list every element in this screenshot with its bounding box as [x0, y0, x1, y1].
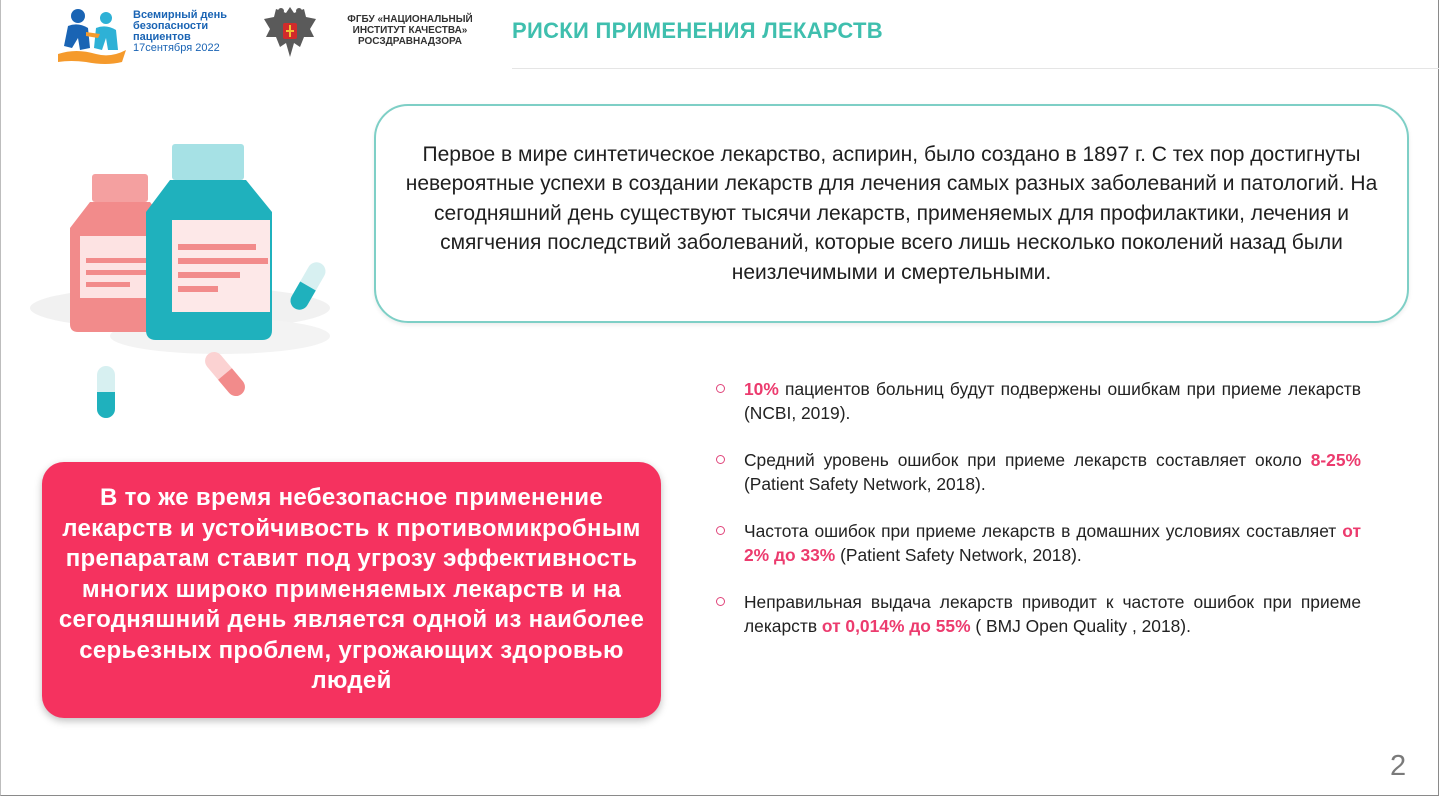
bullet-text-post: (Patient Safety Network, 2018). — [835, 545, 1082, 565]
bullet-circle-icon — [716, 597, 725, 606]
warning-callout-box — [42, 462, 661, 718]
patients-figures-icon — [56, 4, 136, 66]
statistics-list — [716, 377, 1361, 661]
list-item — [716, 519, 1361, 567]
medicine-bottles-illustration — [30, 140, 350, 430]
organization-name — [334, 14, 486, 47]
teal-bottle-icon — [146, 144, 272, 340]
intro-text-box — [374, 104, 1409, 323]
warning-text: В то же время небезопасное применение лекарств и устойчивость к противомикробным препаратам ставит под угрозу эффективность многих широко применяемых лекарств и на сегодняшний день является одной из наиболее серьезных проблем, угрожающих здоровью людей — [58, 484, 645, 695]
bullet-circle-icon — [716, 526, 725, 535]
title-divider — [512, 68, 1439, 69]
org-line-3: РОСЗДРАВНАДЗОРА — [357, 36, 462, 47]
slide-title: РИСКИ ПРИМЕНЕНИЯ ЛЕКАРСТВ — [512, 18, 883, 43]
list-item — [716, 448, 1361, 496]
bullet-text-post: пациентов больниц будут подвержены ошибкам при приеме лекарств (NCBI, 2019). — [744, 379, 1361, 423]
teal-capsule-small-icon — [97, 366, 115, 418]
intro-text: Первое в мире синтетическое лекарство, аспирин, было создано в 1897 г. С тех пор достигнуты невероятные успехи в создании лекарств для лечения самых разных заболеваний и патологий. На сегодняшний день существуют тысячи лекарств, применяемых для профилактики, лечения и смягчения последствий заболеваний, которые всего лишь несколько поколений назад были неизлечимыми и смертельными. — [405, 142, 1378, 284]
page-number: 2 — [1390, 750, 1407, 782]
patient-safety-day-caption — [133, 10, 227, 54]
org-line-1: ФГБУ «НАЦИОНАЛЬНЫЙ — [347, 14, 473, 25]
logo-date: 17сентября 2022 — [133, 42, 220, 54]
bullet-highlight: от 2% до 33% — [744, 521, 1361, 565]
bullet-circle-icon — [716, 455, 725, 464]
bullet-circle-icon — [716, 384, 725, 393]
list-item — [716, 590, 1361, 638]
bullet-text-post: ( BMJ Open Quality , 2018). — [970, 616, 1191, 636]
bullet-text-pre: Частота ошибок при приеме лекарств в домашних условиях составляет — [744, 521, 1343, 541]
bullet-text-pre: Неправильная выдача лекарств приводит к частоте ошибок при приеме лекарств — [744, 592, 1361, 636]
logo-line-1: Всемирный день — [133, 9, 228, 21]
double-headed-eagle-emblem-icon — [260, 3, 320, 61]
logo-line-2: безопасности — [133, 20, 209, 32]
bullet-highlight: от 0,014% до 55% — [821, 616, 971, 636]
org-line-2: ИНСТИТУТ КАЧЕСТВА» — [352, 25, 468, 36]
logo-line-3: пациентов — [133, 31, 191, 43]
bullet-text-post: (Patient Safety Network, 2018). — [744, 474, 986, 494]
list-item — [716, 377, 1361, 425]
bullet-text-pre: Средний уровень ошибок при приеме лекарств составляет около — [744, 450, 1311, 470]
pink-capsule-icon — [201, 348, 248, 399]
bullet-highlight: 10% — [744, 379, 779, 399]
bullet-highlight: 8-25% — [1310, 450, 1361, 470]
